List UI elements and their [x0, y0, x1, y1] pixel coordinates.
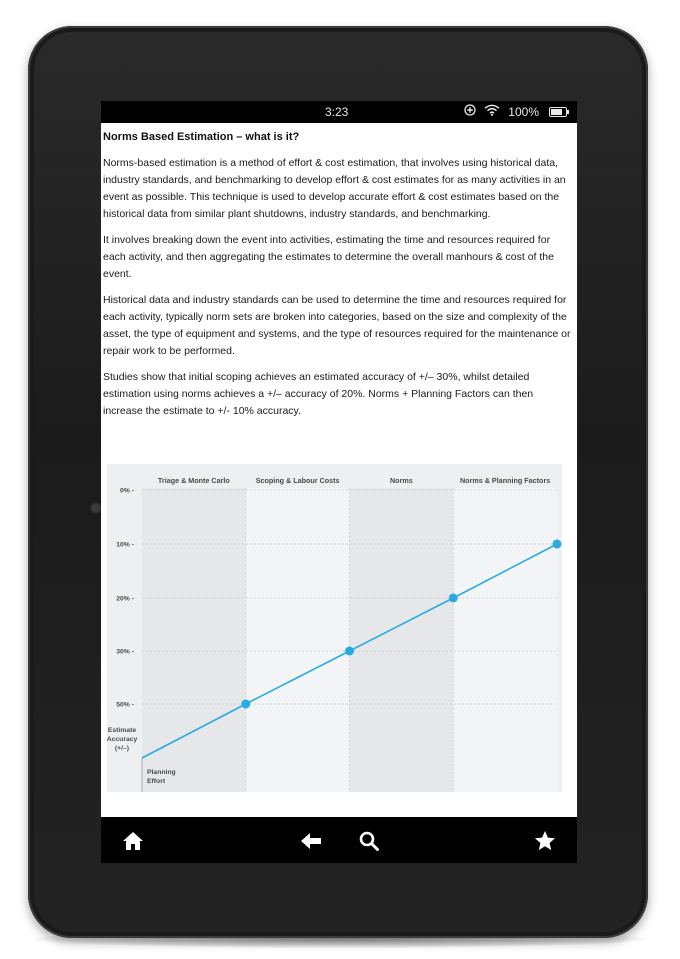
status-bar: [101, 101, 577, 123]
alarm-add-icon: [464, 104, 476, 119]
battery-percent: 100%: [508, 104, 539, 119]
wifi-icon: [484, 104, 500, 119]
chart-data-point: [345, 647, 354, 656]
chart-category-label: Scoping & Labour Costs: [255, 476, 340, 485]
chart-y-tick-label: 50% -: [116, 701, 134, 709]
article-paragraph-2: It involves breaking down the event into activities, estimating the time and resources required for each activity, and then aggregating the estimates to determine the overall manhours & cost of the event.: [103, 234, 554, 280]
chart-x-axis-label: Planning Effort: [147, 769, 176, 785]
status-indicators: [464, 104, 567, 119]
back-arrow-icon[interactable]: [299, 829, 323, 853]
battery-icon: [549, 107, 567, 117]
tablet-screen: [101, 101, 577, 863]
chart-category-label: Norms: [389, 476, 413, 485]
chart-column-band: [453, 488, 557, 792]
chart-y-tick-label: 0% -: [120, 487, 134, 495]
article-paragraph-1: Norms-based estimation is a method of effort & cost estimation, that involves using historical data, industry standards, and benchmarking to develop effort & cost estimates for as many activities in an event as possible. This technique is used to develop accurate effort & cost estimates based on the historical data from similar plant shutdowns, industry standards, and benchmarking.: [103, 157, 566, 220]
article-title: Norms Based Estimation – what is it?: [103, 131, 300, 143]
chart-y-tick-label: 30% -: [116, 648, 134, 656]
chart-y-axis-label: Estimate Accuracy (+/–): [107, 727, 138, 752]
accuracy-chart-svg: [107, 464, 562, 792]
accuracy-chart: [107, 464, 562, 792]
article-paragraph-4: Studies show that initial scoping achieves an estimated accuracy of +/– 30%, whilst detailed estimation using norms achieves a +/– accuracy of 20%. Norms + Planning Factors can then increase the estimate to +/- 10% accuracy.: [103, 371, 534, 417]
article-paragraph-3: Historical data and industry standards can be used to determine the time and resources required for each activity, typically norm sets are broken into categories, based on the size and complexity of the asset, the type of equipment and systems, and the type of resources required for the maintenance or repair work to be performed.: [103, 294, 571, 357]
star-icon[interactable]: [533, 829, 557, 853]
search-icon[interactable]: [357, 829, 381, 853]
chart-data-point: [449, 594, 458, 603]
chart-category-label: Triage & Monte Carlo: [157, 476, 230, 485]
chart-y-tick-label: 20% -: [116, 595, 134, 603]
status-time: 3:23: [325, 105, 349, 119]
chart-data-point: [241, 700, 250, 709]
nav-bar: [101, 817, 577, 863]
chart-category-label: Norms & Planning Factors: [459, 476, 551, 485]
home-icon[interactable]: [121, 829, 145, 853]
chart-data-point: [553, 540, 562, 549]
chart-y-tick-label: 10% -: [116, 541, 134, 549]
chart-column-band: [246, 488, 350, 792]
article: [103, 131, 571, 429]
chart-column-band: [350, 488, 454, 792]
chart-column-band: [142, 488, 246, 792]
